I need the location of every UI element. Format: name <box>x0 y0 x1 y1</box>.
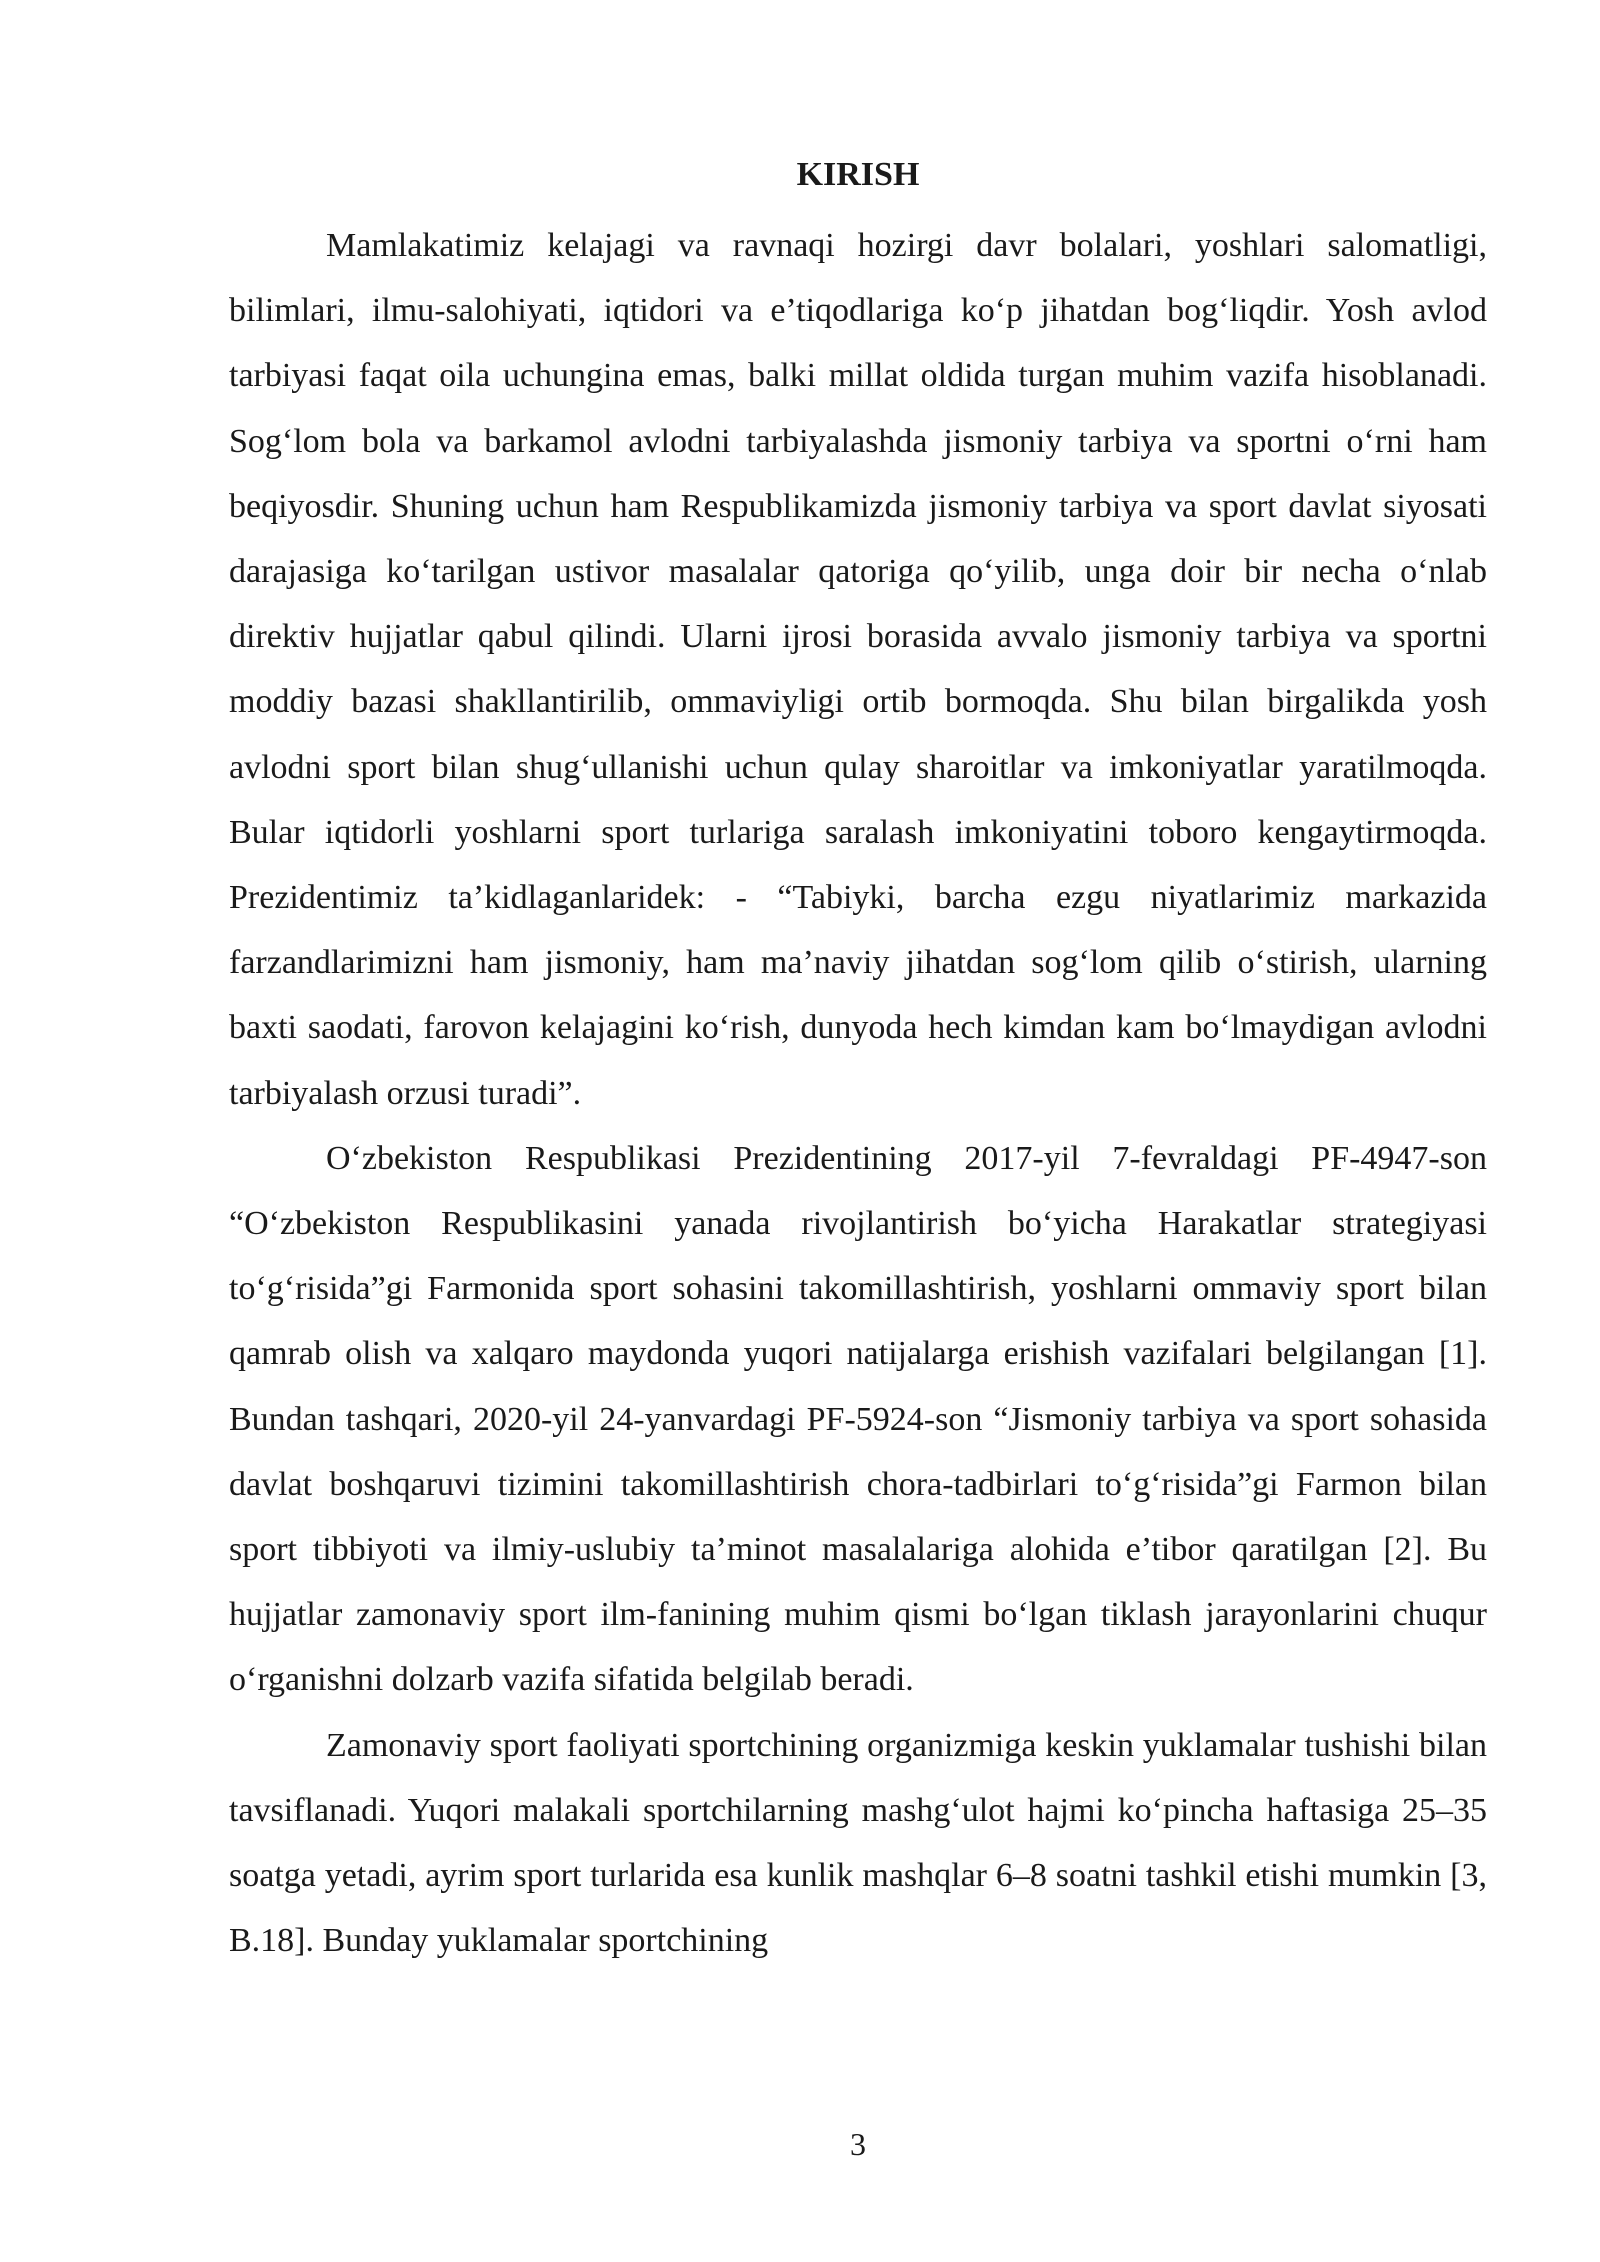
section-title: KIRISH <box>796 156 920 193</box>
page-content <box>229 148 1487 1973</box>
paragraph-1: Mamlakatimiz kelajagi va ravnaqi hozirgi davr bolalari, yoshlari salomatligi, bilimlari, ilmu-salohiyati, iqtidori va e’tiqodlariga ko‘p jihatdan bog‘liqdir. Yosh avlod tarbiyasi faqat oila uchungina emas, balki millat oldida turgan muhim vazifa hisoblanadi. Sog‘lom bola va barkamol avlodni tarbiyalashda jismoniy tarbiya va sportni o‘rni ham beqiyosdir. Shuning uchun ham Respublikamizda jismoniy tarbiya va sport davlat siyosati darajasiga ko‘tarilgan ustivor masalalar qatoriga qo‘yilib, unga doir bir necha o‘nlab direktiv hujjatlar qabul qilindi. Ularni ijrosi borasida avvalo jismoniy tarbiya va sportni moddiy bazasi shakllantirilib, ommaviyligi ortib bormoqda. Shu bilan birgalikda yosh avlodni sport bilan shug‘ullanishi uchun qulay sharoitlar va imkoniyatlar yaratilmoqda. Bular iqtidorli yoshlarni sport turlariga saralash imkoniyatini toboro kengaytirmoqda. Prezidentimiz ta’kidlaganlaridek: - “Tabiyki, barcha ezgu niyatlarimiz markazida farzandlarimizni ham jismoniy, ham ma’naviy jihatdan sog‘lom qilib o‘stirish, ularning baxti saodati, farovon kelajagini ko‘rish, dunyoda hech kimdan kam bo‘lmaydigan avlodni tarbiyalash orzusi turadi”. <box>229 227 1487 1112</box>
page-number: 3 <box>850 2126 866 2162</box>
paragraph-2: O‘zbekiston Respublikasi Prezidentining 2017-yil 7-fevraldagi PF-4947-son “O‘zbekiston Respublikasini yanada rivojlantirish bo‘yicha Harakatlar strategiyasi to‘g‘risida”gi Farmonida sport sohasini takomillashtirish, yoshlarni ommaviy sport bilan qamrab olish va xalqaro maydonda yuqori natijalarga erishish vazifalari belgilangan [1]. Bundan tashqari, 2020-yil 24-yanvardagi PF-5924-son “Jismoniy tarbiya va sport sohasida davlat boshqaruvi tizimini takomillashtirish chora-tadbirlari to‘g‘risida”gi Farmon bilan sport tibbiyoti va ilmiy-uslubiy ta’minot masalalariga alohida e’tibor qaratilgan [2]. Bu hujjatlar zamonaviy sport ilm-fanining muhim qismi bo‘lgan tiklash jarayonlarini chuqur o‘rganishni dolzarb vazifa sifatida belgilab beradi. <box>229 1139 1487 1699</box>
paragraph-3: Zamonaviy sport faoliyati sportchining organizmiga keskin yuklamalar tushishi bilan tavsiflanadi. Yuqori malakali sportchilarning mashg‘ulot hajmi ko‘pincha haftasiga 25–35 soatga yetadi, ayrim sport turlarida esa kunlik mashqlar 6–8 soatni tashkil etishi mumkin [3, B.18]. Bunday yuklamalar sportchining <box>229 1726 1487 1960</box>
